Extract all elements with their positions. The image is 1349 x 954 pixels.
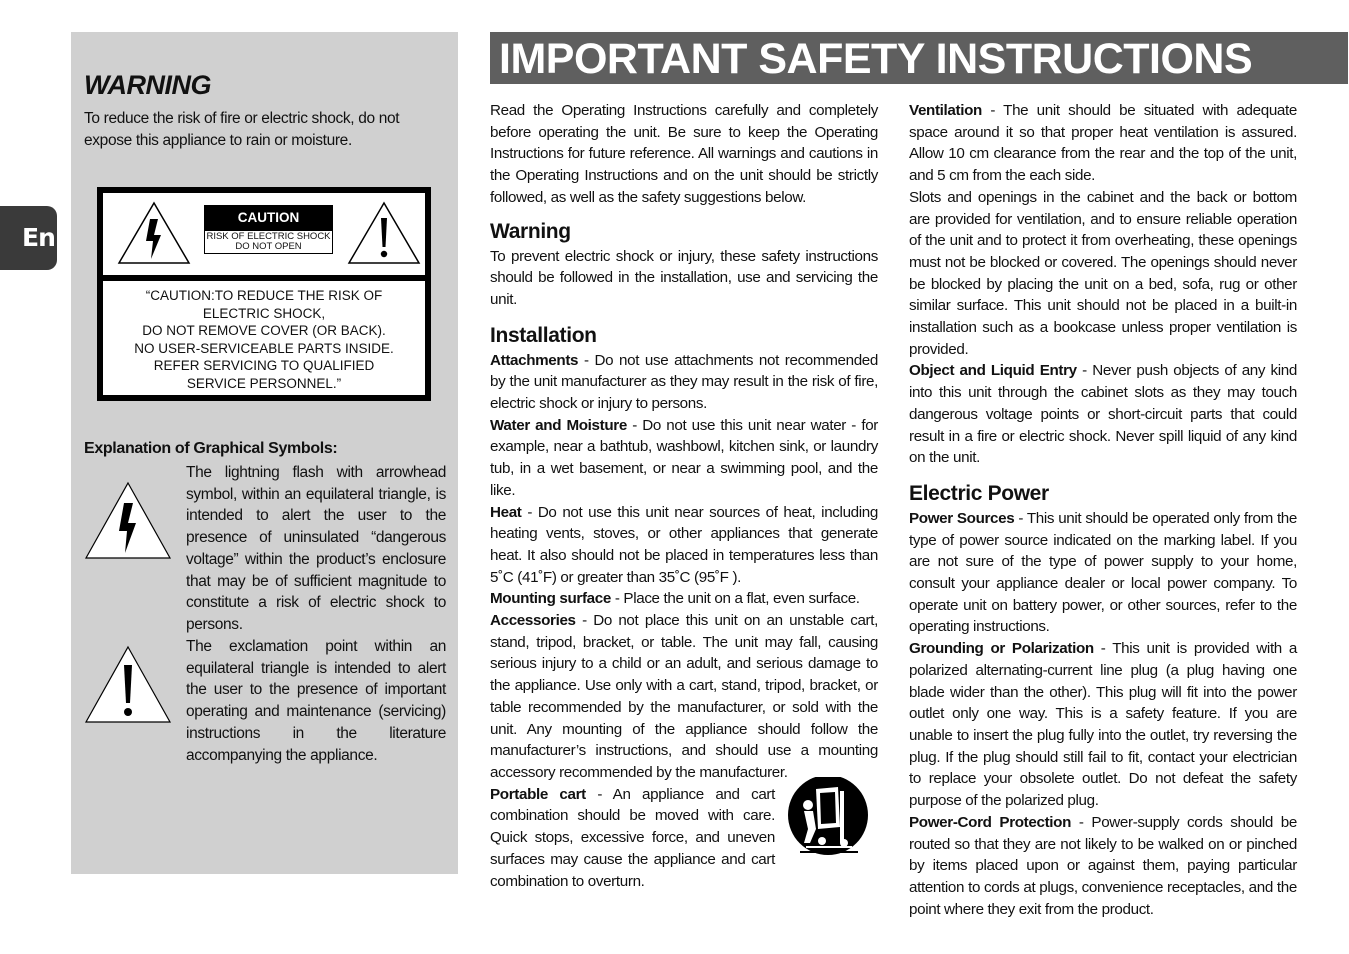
installation-heading: Installation <box>490 323 597 347</box>
water-label: Water and Moisture <box>490 416 627 434</box>
water-paragraph <box>490 415 878 502</box>
cart-paragraph <box>490 784 775 893</box>
sources-paragraph <box>909 508 1297 638</box>
caution-message-line: “CAUTION:TO REDUCE THE RISK OF <box>145 288 383 303</box>
attachments-label: Attachments <box>490 351 579 369</box>
exclamation-triangle-icon <box>84 645 172 724</box>
water-text: - Do not use this unit near water - for example, near a bathtub, washbowl, kitchen sink, or laundry tub, in a wet basement, or near a swimming pool, and the like. <box>490 416 878 499</box>
warning-paragraph: To prevent electric shock or injury, these safety instructions should be followed in the installation, use and servicing the unit. <box>490 247 878 308</box>
accessories-text: - Do not place this unit on an unstable cart, stand, tripod, bracket, or table. The unit may fall, causing serious injury to a child or an adult, and serious damage to the appliance. Use only with a cart, stand, tripod, bracket, or table recommended by the manufacturer, or sold with the unit. Any mounting of the appliance should follow the manufacturer’s instructions, and should use a mounting accessory recommended by the manufacturer. <box>490 612 878 781</box>
electric-power-heading: Electric Power <box>909 481 1049 505</box>
column-1 <box>490 100 878 892</box>
object-label: Object and Liquid Entry <box>909 362 1077 380</box>
caution-message-line: DO NOT REMOVE COVER (OR BACK). <box>142 323 386 338</box>
grounding-text: - This unit is provided with a polarized alternating-current line plug (a plug having one blade wider than the other). This plug will fit into the power outlet only one way. This is a safety feature. If you are unable to insert the plug fully into the outlet, try reversing the plug. If the plug should still fail to fit, contact your electrician to replace your obsolete outlet. Do not defeat the safety purpose of the polarized plug. <box>909 640 1297 810</box>
cart-text: - An appliance and cart combination should be moved with care. Quick stops, excessive force, and uneven surfaces may cause the appliance and cart combination to overturn. <box>490 785 775 890</box>
caution-label <box>97 187 431 401</box>
intro-paragraph: Read the Operating Instructions carefully and completely before operating the unit. Be sure to keep the Operating Instructions for future reference. All warnings and cautions in the Operating Instructions and on the unit should be strictly followed, as well as the safety suggestions below. <box>490 102 878 206</box>
warning-title: WARNING <box>84 70 211 100</box>
symbols-title: Explanation of Graphical Symbols: <box>84 440 338 457</box>
heat-label: Heat <box>490 503 522 521</box>
grounding-label: Grounding or Polarization <box>909 640 1094 658</box>
warning-heading: Warning <box>490 219 571 243</box>
mounting-text: - Place the unit on a flat, even surface. <box>610 590 860 608</box>
mounting-label: Mounting surface <box>490 590 611 608</box>
page-title: IMPORTANT SAFETY INSTRUCTIONS <box>499 35 1253 83</box>
lightning-symbol-text: The lightning flash with arrowhead symbol, within an equilateral triangle, is intended to alert the user to the presence of uninsulated “dangerous voltage” within the product’s enclosure that may be of sufficient magnitude to constitute a risk of electric shock to persons. <box>186 464 446 633</box>
caution-sub-line1: RISK OF ELECTRIC SHOCK <box>206 231 331 242</box>
caution-message-line: ELECTRIC SHOCK, <box>202 305 326 321</box>
caution-sub-line2: DO NOT OPEN <box>235 241 302 252</box>
lightning-triangle-icon <box>84 481 172 560</box>
slots-paragraph: Slots and openings in the cabinet and the back or bottom are provided for ventilation, and to ensure reliable operation of the unit and to protect it from overheating, these openings must not be blocked or covered. The openings should never be blocked by placing the unit on a bed, sofa, rug or other similar surface. This unit should not be placed in a built-in installation such as a bookcase unless proper ventilation is provided. <box>909 188 1297 358</box>
accessories-paragraph <box>490 610 878 784</box>
exclamation-triangle-icon <box>347 201 421 265</box>
ventilation-paragraph <box>909 100 1297 187</box>
caution-heading: CAUTION <box>204 205 333 230</box>
caution-message-line: REFER SERVICING TO QUALIFIED <box>153 358 375 373</box>
column-2 <box>909 100 1297 920</box>
portable-cart-warning-icon <box>786 777 870 857</box>
sources-text: - This unit should be operated only from the type of power source indicated on the marking label. If you are not sure of the type of power supply to your home, consult your appliance dealer or local power company. To operate unit on battery power, or other sources, refer to the operating instructions. <box>909 509 1298 636</box>
object-text: - Never push objects of any kind into this unit through the cabinet slots as they may touch dangerous voltage points or short-circuit parts that could result in a fire or electric shock. Never spill liquid of any kind on the unit. <box>909 362 1297 467</box>
cart-label: Portable cart <box>490 785 586 803</box>
cord-label: Power-Cord Protection <box>909 813 1072 831</box>
cord-text: - Power-supply cords should be routed so that they are not likely to be walked on or pinched by items placed upon or against them, paying particular attention to cords at plugs, convenience receptacles, and the point where they exit from the product. <box>909 813 1297 918</box>
caution-message-line: NO USER-SERVICEABLE PARTS INSIDE. <box>134 340 394 356</box>
ventilation-label: Ventilation <box>909 102 982 119</box>
heat-text: - Do not use this unit near sources of heat, including heating vents, stoves, or other appliances that generate heat. It also should not be placed in temperatures less than 5˚C (41˚F) or greater than 35˚C (95˚F ). <box>490 503 878 586</box>
sources-label: Power Sources <box>909 509 1015 527</box>
exclamation-symbol-text: The exclamation point within an equilateral triangle is intended to alert the user to the presence of important operating and maintenance (servicing) instructions in the literature accompanying the appliance. <box>186 638 446 764</box>
warning-text: To reduce the risk of fire or electric shock, do not expose this appliance to rain or moisture. <box>84 110 400 149</box>
caution-message <box>103 287 425 392</box>
caution-message-line: SERVICE PERSONNEL.” <box>186 375 342 391</box>
accessories-label: Accessories <box>490 612 576 630</box>
mounting-paragraph <box>490 588 878 610</box>
language-tab: En <box>0 206 57 270</box>
attachments-text: - Do not use attachments not recommended by the unit manufacturer as they may result in the risk of fire, electric shock or injury to persons. <box>490 351 878 413</box>
object-paragraph <box>909 360 1297 469</box>
caution-subtext <box>204 230 333 254</box>
lightning-triangle-icon <box>117 201 191 265</box>
attachments-paragraph <box>490 350 878 415</box>
cord-paragraph <box>909 812 1297 921</box>
ventilation-text: - The unit should be situated with adequate space around it so that proper heat ventilation is assured. Allow 10 cm clearance from the rear and the top of the unit, and 5 cm from the each side. <box>909 102 1297 185</box>
caution-label-top <box>103 193 425 281</box>
heat-paragraph <box>490 502 878 589</box>
grounding-paragraph <box>909 638 1297 812</box>
